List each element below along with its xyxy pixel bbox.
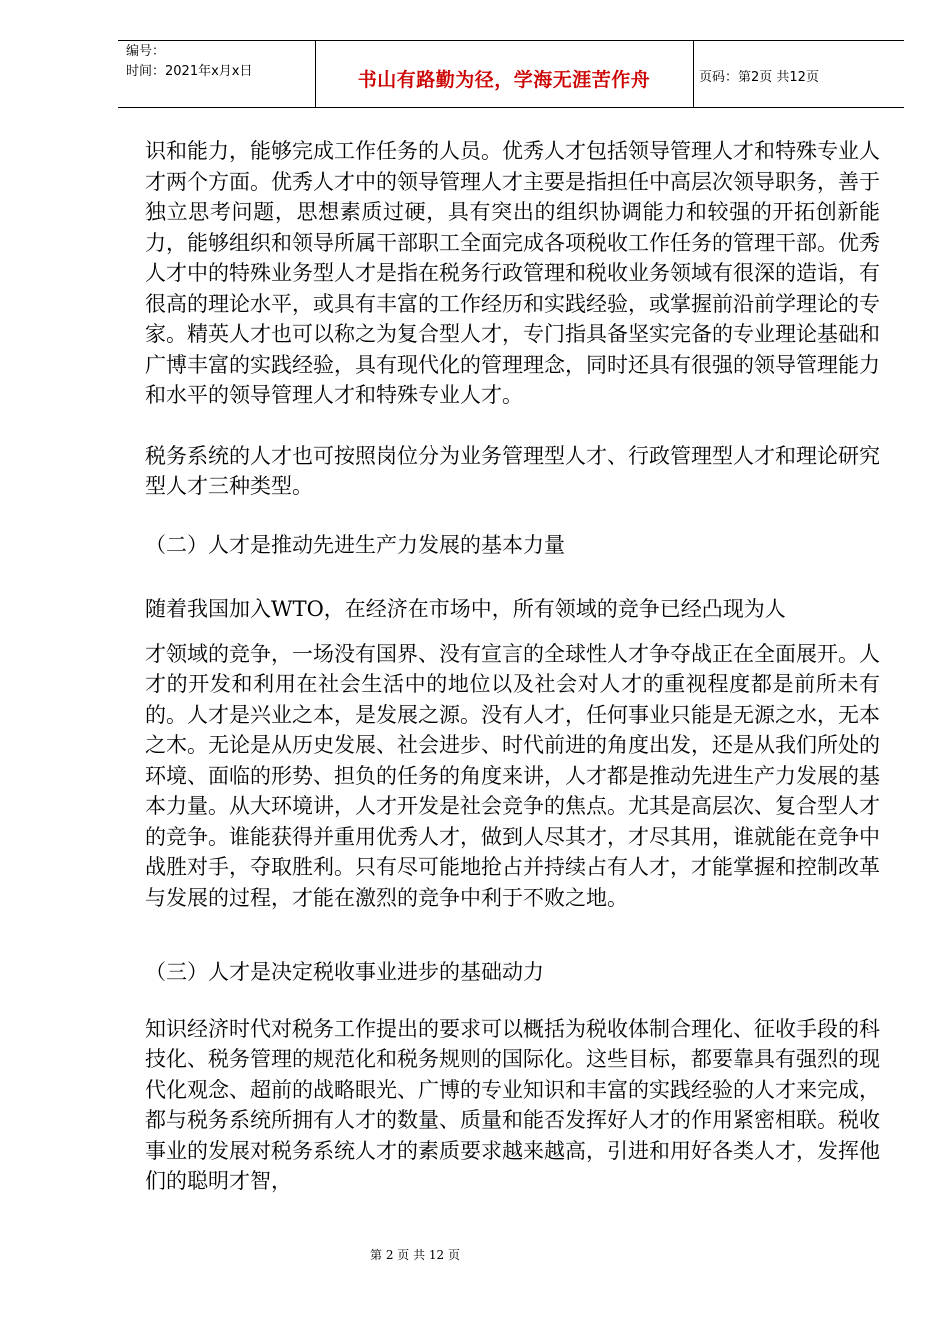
paragraph-knowledge-economy: 知识经济时代对税务工作提出的要求可以概括为税收体制合理化、征收手段的科技化、税务管理的规范化和税务规则的国际化。这些目标，都要靠具有强烈的现代化观念、超前的战略眼光、广博的专业知识和丰富的实践经验的人才来完成，都与税务系统所拥有人才的数量、质量和能否发挥好人才的作用紧密相联。税收事业的发展对税务系统人才的素质要求越来越高，引进和用好各类人才，发挥他们的聪明才智， [145, 1016, 880, 1193]
document-time-label: 时间：2021年x月x日 [126, 64, 253, 79]
document-body [145, 136, 880, 1197]
header-page-cell [693, 41, 904, 107]
paragraph-talent-types: 税务系统的人才也可按照岗位分为业务管理型人才、行政管理型人才和理论研究型人才三种类型。 [145, 443, 880, 498]
header-motto: 书山有路勤为径，学海无涯苦作舟 [357, 69, 651, 91]
header-motto-cell [315, 41, 694, 107]
header-meta-cell [118, 41, 316, 107]
section-heading-3: （三）人才是决定税收事业进步的基础动力 [145, 960, 544, 984]
page-footer [0, 1246, 950, 1263]
paragraph-wto-first-line: 随着我国加入WTO，在经济在市场中，所有领域的竞争已经凸现为人 [145, 597, 786, 621]
paragraph-talent-competition: 才领域的竞争，一场没有国界、没有宣言的全球性人才争夺战正在全面展开。人才的开发和利用在社会生活中的地位以及社会对人才的重视程度都是前所未有的。人才是兴业之本，是发展之源。没有人才，任何事业只能是无源之水，无本之木。无论是从历史发展、社会进步、时代前进的角度出发，还是从我们所处的环境、面临的形势、担负的任务的角度来讲，人才都是推动先进生产力发展的基本力量。从大环境讲，人才开发是社会竞争的焦点。尤其是高层次、复合型人才的竞争。谁能获得并重用优秀人才，做到人尽其才，才尽其用，谁就能在竞争中战胜对手，夺取胜利。只有尽可能地抢占并持续占有人才，才能掌握和控制改革与发展的过程，才能在激烈的竞争中利于不败之地。 [145, 641, 880, 910]
footer-page-number: 第 2 页 共 12 页 [370, 1248, 460, 1262]
paragraph-talent-definition: 识和能力，能够完成工作任务的人员。优秀人才包括领导管理人才和特殊专业人才两个方面。优秀人才中的领导管理人才主要是指担任中高层次领导职务，善于独立思考问题，思想素质过硬，具有突出的组织协调能力和较强的开拓创新能力，能够组织和领导所属干部职工全面完成各项税收工作任务的管理干部。优秀人才中的特殊业务型人才是指在税务行政管理和税收业务领域有很深的造诣，有很高的理论水平，或具有丰富的工作经历和实践经验，或掌握前沿前学理论的专家。精英人才也可以称之为复合型人才，专门指具备坚实完备的专业理论基础和广博丰富的实践经验，具有现代化的管理理念，同时还具有很强的领导管理能力和水平的领导管理人才和特殊专业人才。 [145, 139, 880, 407]
document-number-label: 编号： [126, 44, 166, 59]
page-header [118, 40, 904, 108]
header-page-number: 页码：第2页 共12页 [699, 70, 819, 85]
section-heading-2: （二）人才是推动先进生产力发展的基本力量 [145, 532, 565, 557]
